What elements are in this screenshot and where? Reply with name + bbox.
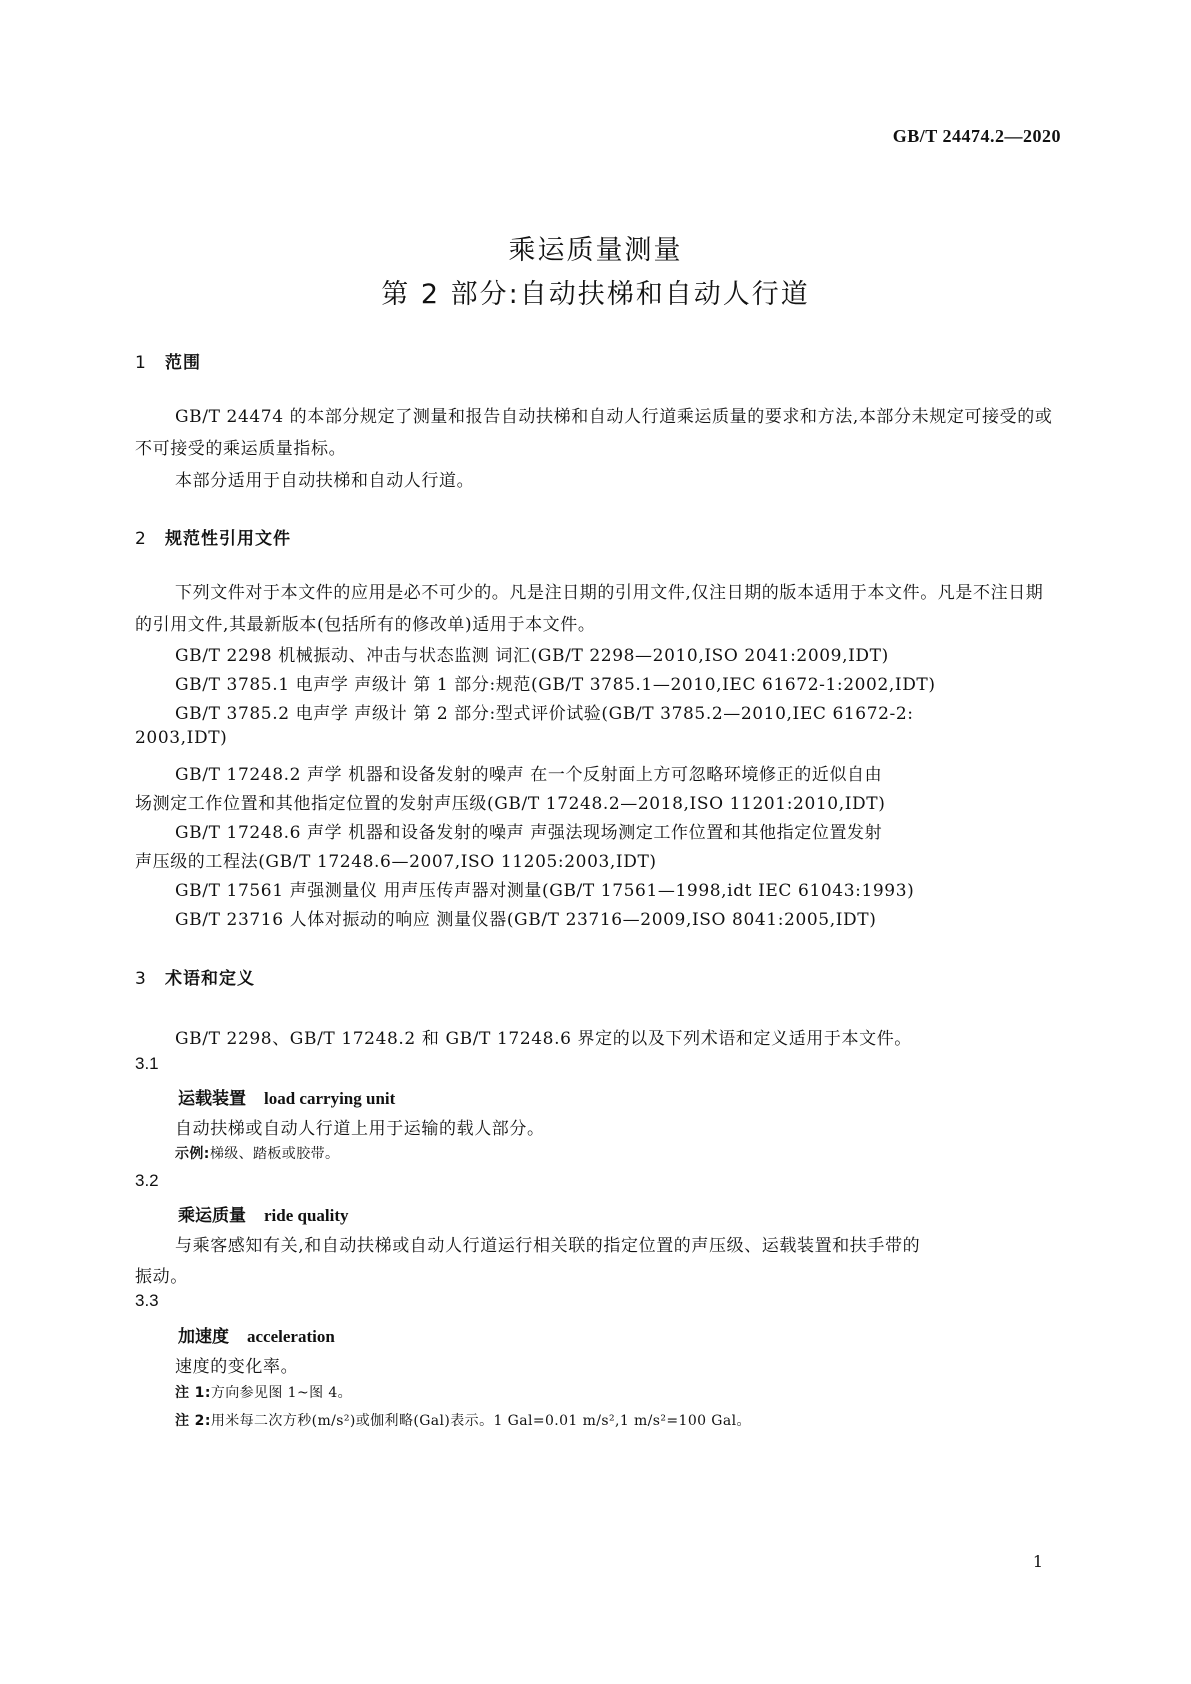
term-definition: 自动扶梯或自动人行道上用于运输的载人部分。 [175, 1119, 545, 1139]
section-title: 范围 [165, 353, 201, 373]
term-name [178, 1201, 349, 1226]
term-note-2 [175, 1410, 751, 1430]
term-number: 3.2 [135, 1171, 159, 1190]
term-name [178, 1322, 335, 1347]
document-title: 乘运质量测量 [508, 235, 683, 266]
term-name-zh: 乘运质量 [178, 1206, 246, 1226]
reference-item: GB/T 3785.1 电声学 声级计 第 1 部分:规范(GB/T 3785.1—2010,IEC 61672-1:2002,IDT) [175, 675, 936, 695]
reference-item: GB/T 2298 机械振动、冲击与状态监测 词汇(GB/T 2298—2010,ISO 2041:2009,IDT) [175, 646, 889, 666]
term-definition: 速度的变化率。 [175, 1357, 299, 1377]
reference-item: GB/T 23716 人体对振动的响应 测量仪器(GB/T 23716—2009,ISO 8041:2005,IDT) [175, 910, 877, 930]
term-number: 3.3 [135, 1291, 159, 1310]
term-name-en: load carrying unit [264, 1089, 396, 1108]
section-3-intro: GB/T 2298、GB/T 17248.2 和 GB/T 17248.6 界定的以及下列术语和定义适用于本文件。 [175, 1029, 912, 1049]
section-2-intro: 下列文件对于本文件的应用是必不可少的。凡是注日期的引用文件,仅注日期的版本适用于本文件。凡是不注日期的引用文件,其最新版本(包括所有的修改单)适用于本文件。 [135, 583, 1044, 635]
note-text: 方向参见图 1~图 4。 [210, 1385, 353, 1401]
document-subtitle: 第 2 部分:自动扶梯和自动人行道 [381, 279, 810, 310]
reference-item: GB/T 17561 声强测量仪 用声压传声器对测量(GB/T 17561—1998,idt IEC 61043:1993) [175, 881, 915, 901]
section-number: 2 [135, 529, 147, 549]
section-1-heading [135, 348, 201, 373]
section-title: 规范性引用文件 [165, 529, 291, 549]
note-text: 用米每二次方秒(m/s²)或伽利略(Gal)表示。1 Gal=0.01 m/s²,1 m/s²=100 Gal。 [210, 1413, 751, 1429]
example-text: 梯级、踏板或胶带。 [209, 1146, 340, 1162]
section-number: 3 [135, 969, 147, 989]
section-title: 术语和定义 [165, 969, 255, 989]
reference-item: GB/T 3785.2 电声学 声级计 第 2 部分:型式评价试验(GB/T 3785.2—2010,IEC 61672-2: [175, 704, 914, 724]
standard-code: GB/T 24474.2—2020 [892, 126, 1061, 146]
section-2-heading [135, 524, 291, 549]
term-name-zh: 运载装置 [178, 1089, 246, 1109]
term-note-1 [175, 1382, 352, 1402]
note-label: 注 1: [175, 1385, 211, 1401]
section-number: 1 [135, 353, 147, 373]
term-number: 3.1 [135, 1054, 159, 1073]
reference-item-continuation: 2003,IDT) [135, 728, 228, 748]
reference-item-continuation: 声压级的工程法(GB/T 17248.6—2007,ISO 11205:2003,IDT) [135, 852, 657, 872]
term-definition: 与乘客感知有关,和自动扶梯或自动人行道运行相关联的指定位置的声压级、运载装置和扶手带的 [175, 1236, 921, 1256]
section-3-heading [135, 964, 255, 989]
page-number: 1 [1032, 1552, 1043, 1571]
section-1-paragraph-2: 本部分适用于自动扶梯和自动人行道。 [175, 471, 475, 491]
term-name-en: acceleration [247, 1327, 335, 1346]
term-example [175, 1143, 339, 1163]
term-name-en: ride quality [264, 1206, 349, 1225]
example-label: 示例: [175, 1146, 210, 1162]
term-name [178, 1084, 395, 1109]
reference-item-continuation: 场测定工作位置和其他指定位置的发射声压级(GB/T 17248.2—2018,ISO 11201:2010,IDT) [135, 794, 886, 814]
reference-item: GB/T 17248.6 声学 机器和设备发射的噪声 声强法现场测定工作位置和其他指定位置发射 [175, 823, 883, 843]
term-name-zh: 加速度 [178, 1327, 229, 1347]
reference-item: GB/T 17248.2 声学 机器和设备发射的噪声 在一个反射面上方可忽略环境修正的近似自由 [175, 765, 883, 785]
section-1-paragraph-1: GB/T 24474 的本部分规定了测量和报告自动扶梯和自动人行道乘运质量的要求和方法,本部分未规定可接受的或不可接受的乘运质量指标。 [135, 407, 1053, 459]
term-definition-continuation: 振动。 [135, 1267, 188, 1287]
note-label: 注 2: [175, 1413, 211, 1429]
